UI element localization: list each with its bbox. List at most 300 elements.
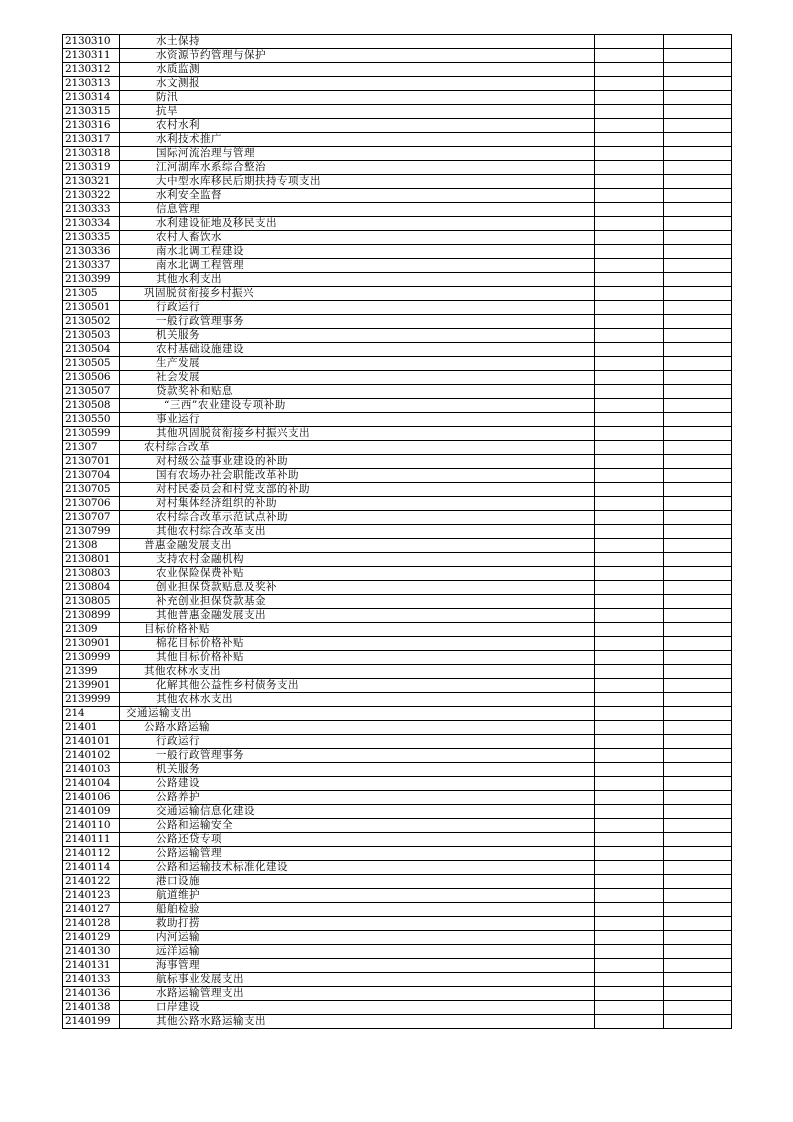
subject-name-cell: 公路养护 [120, 791, 595, 805]
subject-code-cell: 21309 [63, 623, 120, 637]
table-row [63, 763, 732, 777]
table-row [63, 273, 732, 287]
table-row [63, 665, 732, 679]
subject-code-cell: 2140103 [63, 763, 120, 777]
subject-code-cell: 2130707 [63, 511, 120, 525]
table-row [63, 567, 732, 581]
subject-name-cell: 水土保持 [120, 35, 595, 49]
amount-cell-1 [595, 273, 664, 287]
amount-cell-2 [664, 469, 732, 483]
subject-code-cell: 2130799 [63, 525, 120, 539]
amount-cell-1 [595, 609, 664, 623]
table-row [63, 49, 732, 63]
subject-name-cell: 机关服务 [120, 329, 595, 343]
subject-name-cell: 行政运行 [120, 735, 595, 749]
amount-cell-2 [664, 693, 732, 707]
amount-cell-1 [595, 553, 664, 567]
subject-code-cell: 21399 [63, 665, 120, 679]
amount-cell-2 [664, 315, 732, 329]
amount-cell-2 [664, 77, 732, 91]
amount-cell-1 [595, 385, 664, 399]
subject-code-cell: 2130704 [63, 469, 120, 483]
table-row [63, 63, 732, 77]
table-row [63, 581, 732, 595]
subject-name-cell: 目标价格补贴 [120, 623, 595, 637]
subject-code-cell: 2130803 [63, 567, 120, 581]
subject-code-cell: 2130336 [63, 245, 120, 259]
amount-cell-1 [595, 833, 664, 847]
amount-cell-1 [595, 371, 664, 385]
amount-cell-1 [595, 287, 664, 301]
subject-name-cell: 其他普惠金融发展支出 [120, 609, 595, 623]
table-row [63, 945, 732, 959]
amount-cell-1 [595, 819, 664, 833]
subject-name-cell: 对村民委员会和村党支部的补助 [120, 483, 595, 497]
table-row [63, 399, 732, 413]
subject-code-cell: 2130316 [63, 119, 120, 133]
amount-cell-1 [595, 595, 664, 609]
table-row [63, 777, 732, 791]
subject-code-cell: 21401 [63, 721, 120, 735]
subject-code-cell: 2130899 [63, 609, 120, 623]
table-row [63, 707, 732, 721]
subject-name-cell: 船舶检验 [120, 903, 595, 917]
amount-cell-1 [595, 175, 664, 189]
amount-cell-1 [595, 651, 664, 665]
subject-code-cell: 2130318 [63, 147, 120, 161]
table-row [63, 805, 732, 819]
amount-cell-2 [664, 973, 732, 987]
subject-code-cell: 2140101 [63, 735, 120, 749]
budget-table [62, 34, 732, 1029]
amount-cell-2 [664, 385, 732, 399]
amount-cell-1 [595, 427, 664, 441]
amount-cell-2 [664, 413, 732, 427]
amount-cell-2 [664, 245, 732, 259]
amount-cell-1 [595, 1015, 664, 1029]
table-row [63, 1015, 732, 1029]
subject-code-cell: 2130801 [63, 553, 120, 567]
subject-name-cell: 补充创业担保贷款基金 [120, 595, 595, 609]
amount-cell-2 [664, 889, 732, 903]
amount-cell-2 [664, 189, 732, 203]
subject-code-cell: 2140111 [63, 833, 120, 847]
subject-code-cell: 2130506 [63, 371, 120, 385]
amount-cell-2 [664, 287, 732, 301]
amount-cell-1 [595, 301, 664, 315]
subject-code-cell: 2140129 [63, 931, 120, 945]
subject-name-cell: 信息管理 [120, 203, 595, 217]
table-row [63, 651, 732, 665]
subject-code-cell: 2130701 [63, 455, 120, 469]
subject-name-cell: 棉花目标价格补贴 [120, 637, 595, 651]
subject-name-cell: 其他农林水支出 [120, 693, 595, 707]
subject-code-cell: 2130999 [63, 651, 120, 665]
amount-cell-2 [664, 203, 732, 217]
amount-cell-2 [664, 511, 732, 525]
subject-name-cell: 公路运输管理 [120, 847, 595, 861]
subject-code-cell: 2130334 [63, 217, 120, 231]
amount-cell-1 [595, 1001, 664, 1015]
subject-name-cell: 公路和运输技术标准化建设 [120, 861, 595, 875]
subject-code-cell: 2140131 [63, 959, 120, 973]
amount-cell-2 [664, 105, 732, 119]
table-row [63, 595, 732, 609]
table-row [63, 525, 732, 539]
subject-code-cell: 2130335 [63, 231, 120, 245]
table-row [63, 455, 732, 469]
subject-code-cell: 2140110 [63, 819, 120, 833]
subject-name-cell: 航标事业发展支出 [120, 973, 595, 987]
table-row [63, 469, 732, 483]
table-row [63, 987, 732, 1001]
subject-name-cell: 内河运输 [120, 931, 595, 945]
subject-name-cell: 国际河流治理与管理 [120, 147, 595, 161]
subject-code-cell: 2140102 [63, 749, 120, 763]
subject-name-cell: 一般行政管理事务 [120, 315, 595, 329]
subject-code-cell: 2130319 [63, 161, 120, 175]
amount-cell-1 [595, 707, 664, 721]
subject-code-cell: 2130321 [63, 175, 120, 189]
amount-cell-2 [664, 441, 732, 455]
amount-cell-1 [595, 399, 664, 413]
amount-cell-2 [664, 133, 732, 147]
subject-name-cell: 救助打捞 [120, 917, 595, 931]
table-row [63, 161, 732, 175]
subject-name-cell: 其他农林水支出 [120, 665, 595, 679]
subject-name-cell: 农村水利 [120, 119, 595, 133]
subject-code-cell: 2130805 [63, 595, 120, 609]
amount-cell-1 [595, 805, 664, 819]
amount-cell-1 [595, 469, 664, 483]
table-row [63, 637, 732, 651]
table-row [63, 245, 732, 259]
table-row [63, 847, 732, 861]
amount-cell-2 [664, 567, 732, 581]
subject-code-cell: 2130706 [63, 497, 120, 511]
subject-name-cell: 普惠金融发展支出 [120, 539, 595, 553]
table-row [63, 931, 732, 945]
subject-code-cell: 2140199 [63, 1015, 120, 1029]
table-row [63, 819, 732, 833]
amount-cell-2 [664, 343, 732, 357]
amount-cell-1 [595, 511, 664, 525]
subject-name-cell: 水文测报 [120, 77, 595, 91]
table-row [63, 371, 732, 385]
amount-cell-2 [664, 217, 732, 231]
amount-cell-1 [595, 161, 664, 175]
amount-cell-1 [595, 343, 664, 357]
amount-cell-2 [664, 63, 732, 77]
amount-cell-1 [595, 259, 664, 273]
amount-cell-1 [595, 133, 664, 147]
subject-code-cell: 2130315 [63, 105, 120, 119]
amount-cell-2 [664, 259, 732, 273]
amount-cell-2 [664, 805, 732, 819]
table-row [63, 917, 732, 931]
amount-cell-2 [664, 357, 732, 371]
amount-cell-1 [595, 119, 664, 133]
table-row [63, 343, 732, 357]
amount-cell-1 [595, 917, 664, 931]
amount-cell-2 [664, 847, 732, 861]
subject-name-cell: 支持农村金融机构 [120, 553, 595, 567]
subject-name-cell: 公路建设 [120, 777, 595, 791]
amount-cell-2 [664, 931, 732, 945]
table-row [63, 119, 732, 133]
table-row [63, 497, 732, 511]
table-row [63, 875, 732, 889]
subject-name-cell: 其他公路水路运输支出 [120, 1015, 595, 1029]
table-row [63, 357, 732, 371]
amount-cell-2 [664, 833, 732, 847]
subject-name-cell: 农村基础设施建设 [120, 343, 595, 357]
amount-cell-1 [595, 791, 664, 805]
amount-cell-2 [664, 735, 732, 749]
subject-code-cell: 2130317 [63, 133, 120, 147]
amount-cell-2 [664, 875, 732, 889]
amount-cell-1 [595, 581, 664, 595]
table-row [63, 35, 732, 49]
table-row [63, 189, 732, 203]
subject-code-cell: 2130314 [63, 91, 120, 105]
amount-cell-2 [664, 595, 732, 609]
subject-code-cell: 2130901 [63, 637, 120, 651]
subject-code-cell: 2140133 [63, 973, 120, 987]
amount-cell-2 [664, 525, 732, 539]
amount-cell-2 [664, 371, 732, 385]
amount-cell-1 [595, 735, 664, 749]
amount-cell-1 [595, 525, 664, 539]
amount-cell-2 [664, 707, 732, 721]
subject-code-cell: 2140123 [63, 889, 120, 903]
amount-cell-1 [595, 959, 664, 973]
amount-cell-2 [664, 497, 732, 511]
amount-cell-2 [664, 791, 732, 805]
amount-cell-1 [595, 441, 664, 455]
amount-cell-2 [664, 987, 732, 1001]
subject-name-cell: 其他目标价格补贴 [120, 651, 595, 665]
subject-code-cell: 2140136 [63, 987, 120, 1001]
subject-name-cell: 口岸建设 [120, 1001, 595, 1015]
amount-cell-1 [595, 483, 664, 497]
table-row [63, 833, 732, 847]
subject-code-cell: 2130312 [63, 63, 120, 77]
table-row [63, 133, 732, 147]
subject-name-cell: 交通运输信息化建设 [120, 805, 595, 819]
subject-name-cell: 农村综合改革示范试点补助 [120, 511, 595, 525]
subject-code-cell: 2130503 [63, 329, 120, 343]
table-row [63, 77, 732, 91]
subject-code-cell: 2140104 [63, 777, 120, 791]
subject-code-cell: 2130311 [63, 49, 120, 63]
table-row [63, 315, 732, 329]
amount-cell-1 [595, 497, 664, 511]
subject-name-cell: 其他巩固脱贫衔接乡村振兴支出 [120, 427, 595, 441]
subject-name-cell: 农村综合改革 [120, 441, 595, 455]
amount-cell-2 [664, 399, 732, 413]
amount-cell-1 [595, 63, 664, 77]
amount-cell-2 [664, 161, 732, 175]
subject-name-cell: 其他农村综合改革支出 [120, 525, 595, 539]
amount-cell-1 [595, 413, 664, 427]
amount-cell-1 [595, 147, 664, 161]
subject-code-cell: 2140130 [63, 945, 120, 959]
amount-cell-2 [664, 455, 732, 469]
amount-cell-1 [595, 973, 664, 987]
table-row [63, 217, 732, 231]
amount-cell-2 [664, 749, 732, 763]
amount-cell-1 [595, 315, 664, 329]
subject-name-cell: 创业担保贷款贴息及奖补 [120, 581, 595, 595]
table-row [63, 539, 732, 553]
table-row [63, 693, 732, 707]
amount-cell-2 [664, 959, 732, 973]
amount-cell-1 [595, 763, 664, 777]
subject-name-cell: 远洋运输 [120, 945, 595, 959]
amount-cell-1 [595, 987, 664, 1001]
subject-name-cell: 公路还贷专项 [120, 833, 595, 847]
amount-cell-1 [595, 777, 664, 791]
subject-name-cell: 海事管理 [120, 959, 595, 973]
subject-code-cell: 2130337 [63, 259, 120, 273]
subject-name-cell: 农业保险保费补贴 [120, 567, 595, 581]
table-row [63, 259, 732, 273]
subject-code-cell: 2130705 [63, 483, 120, 497]
subject-code-cell: 2130508 [63, 399, 120, 413]
table-row [63, 231, 732, 245]
amount-cell-2 [664, 539, 732, 553]
amount-cell-1 [595, 637, 664, 651]
table-row [63, 483, 732, 497]
table-row [63, 301, 732, 315]
amount-cell-2 [664, 721, 732, 735]
amount-cell-2 [664, 637, 732, 651]
amount-cell-2 [664, 581, 732, 595]
amount-cell-2 [664, 483, 732, 497]
amount-cell-1 [595, 875, 664, 889]
amount-cell-2 [664, 861, 732, 875]
amount-cell-2 [664, 917, 732, 931]
amount-cell-2 [664, 679, 732, 693]
table-row [63, 623, 732, 637]
subject-code-cell: 2130502 [63, 315, 120, 329]
amount-cell-1 [595, 49, 664, 63]
subject-code-cell: 2140122 [63, 875, 120, 889]
subject-code-cell: 2130804 [63, 581, 120, 595]
table-row [63, 441, 732, 455]
subject-name-cell: 公路水路运输 [120, 721, 595, 735]
amount-cell-1 [595, 889, 664, 903]
amount-cell-2 [664, 231, 732, 245]
subject-code-cell: 2130504 [63, 343, 120, 357]
amount-cell-2 [664, 903, 732, 917]
subject-code-cell: 2130399 [63, 273, 120, 287]
subject-name-cell: 南水北调工程管理 [120, 259, 595, 273]
amount-cell-1 [595, 91, 664, 105]
amount-cell-1 [595, 217, 664, 231]
subject-code-cell: 21308 [63, 539, 120, 553]
amount-cell-2 [664, 651, 732, 665]
subject-code-cell: 2140106 [63, 791, 120, 805]
amount-cell-1 [595, 35, 664, 49]
amount-cell-1 [595, 931, 664, 945]
subject-code-cell: 21307 [63, 441, 120, 455]
subject-name-cell: 社会发展 [120, 371, 595, 385]
subject-name-cell: 港口设施 [120, 875, 595, 889]
amount-cell-2 [664, 273, 732, 287]
subject-code-cell: 2140127 [63, 903, 120, 917]
amount-cell-1 [595, 539, 664, 553]
subject-name-cell: 水路运输管理支出 [120, 987, 595, 1001]
amount-cell-1 [595, 329, 664, 343]
subject-code-cell: 2139901 [63, 679, 120, 693]
subject-name-cell: 水利建设征地及移民支出 [120, 217, 595, 231]
amount-cell-1 [595, 455, 664, 469]
subject-code-cell: 214 [63, 707, 120, 721]
budget-table-body [63, 35, 732, 1029]
subject-code-cell: 2140112 [63, 847, 120, 861]
subject-code-cell: 2140109 [63, 805, 120, 819]
amount-cell-2 [664, 119, 732, 133]
subject-code-cell: 2130310 [63, 35, 120, 49]
subject-name-cell: 水利技术推广 [120, 133, 595, 147]
amount-cell-1 [595, 623, 664, 637]
table-row [63, 413, 732, 427]
amount-cell-1 [595, 721, 664, 735]
amount-cell-2 [664, 945, 732, 959]
amount-cell-1 [595, 749, 664, 763]
table-row [63, 889, 732, 903]
table-row [63, 735, 732, 749]
subject-name-cell: 南水北调工程建设 [120, 245, 595, 259]
subject-name-cell: 农村人畜饮水 [120, 231, 595, 245]
amount-cell-1 [595, 231, 664, 245]
subject-code-cell: 2130501 [63, 301, 120, 315]
table-row [63, 791, 732, 805]
subject-name-cell: 行政运行 [120, 301, 595, 315]
amount-cell-1 [595, 945, 664, 959]
subject-name-cell: 抗旱 [120, 105, 595, 119]
amount-cell-2 [664, 1001, 732, 1015]
amount-cell-2 [664, 175, 732, 189]
subject-code-cell: 2130322 [63, 189, 120, 203]
amount-cell-1 [595, 861, 664, 875]
amount-cell-1 [595, 357, 664, 371]
amount-cell-2 [664, 147, 732, 161]
subject-name-cell: 事业运行 [120, 413, 595, 427]
subject-code-cell: 2130333 [63, 203, 120, 217]
subject-name-cell: 水质监测 [120, 63, 595, 77]
amount-cell-2 [664, 49, 732, 63]
subject-name-cell: 航道维护 [120, 889, 595, 903]
subject-code-cell: 2130505 [63, 357, 120, 371]
subject-name-cell: 公路和运输安全 [120, 819, 595, 833]
table-row [63, 385, 732, 399]
amount-cell-2 [664, 623, 732, 637]
subject-name-cell: 一般行政管理事务 [120, 749, 595, 763]
subject-name-cell: 水资源节约管理与保护 [120, 49, 595, 63]
amount-cell-2 [664, 819, 732, 833]
amount-cell-2 [664, 91, 732, 105]
amount-cell-1 [595, 203, 664, 217]
amount-cell-1 [595, 189, 664, 203]
amount-cell-1 [595, 903, 664, 917]
subject-name-cell: 对村级公益事业建设的补助 [120, 455, 595, 469]
amount-cell-2 [664, 665, 732, 679]
amount-cell-2 [664, 777, 732, 791]
subject-name-cell: 其他水利支出 [120, 273, 595, 287]
